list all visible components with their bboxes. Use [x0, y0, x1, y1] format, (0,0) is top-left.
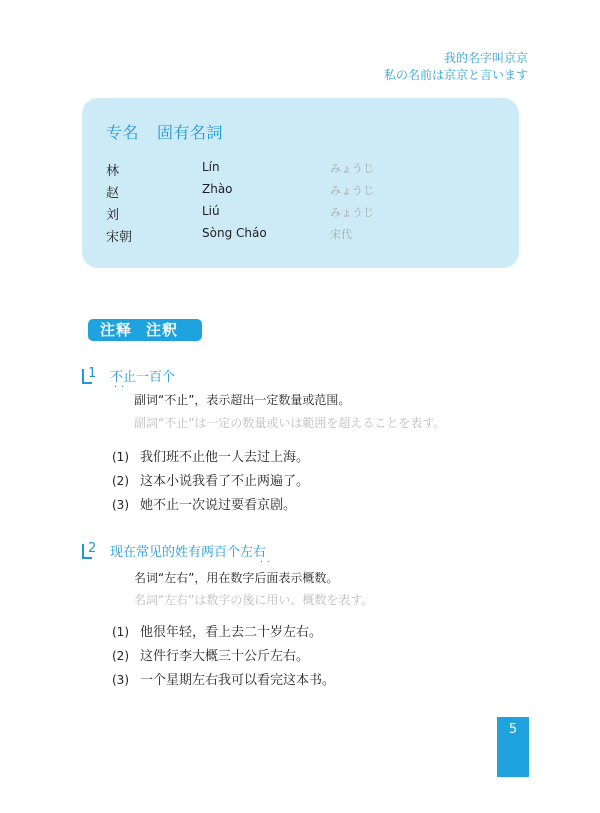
emphasis-dots: ·· — [114, 382, 129, 393]
vocab-pinyin: Lín — [202, 160, 220, 174]
vocab-jp: 宋代 — [330, 228, 352, 241]
chapter-title-jp: 私の名前は京京と言います — [383, 68, 528, 82]
chapter-title-cn: 我的名字叫京京 — [443, 51, 528, 65]
example-text: 这本小说我看了不止两遍了。 — [140, 474, 310, 489]
vocab-hanzi: 赵 — [106, 186, 120, 201]
proper-nouns-box — [82, 98, 519, 268]
vocab-pinyin: Zhào — [202, 182, 233, 196]
note-point-number: 1 — [88, 366, 97, 381]
vocab-hanzi: 宋朝 — [106, 230, 133, 245]
notes-banner — [88, 319, 202, 341]
proper-nouns-heading-cn: 专名 — [106, 123, 140, 142]
vocab-jp: みょうじ — [330, 184, 374, 197]
chapter-header — [384, 50, 528, 84]
vocab-hanzi: 林 — [106, 164, 120, 179]
vocab-pinyin: Sòng Cháo — [202, 226, 267, 240]
note-point-heading — [82, 366, 282, 393]
example-label: (1) — [112, 450, 129, 464]
vocab-jp: みょうじ — [330, 206, 374, 219]
page-number: 5 — [508, 722, 518, 737]
example-text: 这件行李大概三十公斤左右。 — [140, 649, 310, 664]
proper-nouns-heading-jp: 固有名詞 — [157, 123, 224, 142]
note-point-title: 现在常见的姓有两百个左右 — [110, 545, 267, 560]
example-text: 她不止一次说过要看京剧。 — [140, 498, 297, 513]
explanation-jp: 副詞“不止”は一定の数量或いは範囲を超えることを表す。 — [134, 416, 446, 430]
example-sentence — [112, 669, 335, 688]
explanation-jp: 名詞“左右”は数字の後に用い、概数を表す。 — [134, 593, 374, 607]
example-sentence — [112, 494, 296, 513]
example-label: (2) — [112, 649, 129, 663]
example-sentence — [112, 446, 309, 465]
page-number-tab — [497, 717, 529, 777]
example-text: 一个星期左右我可以看完这本书。 — [140, 673, 336, 688]
example-sentence — [112, 645, 309, 664]
notes-banner-cn: 注释 — [100, 321, 133, 339]
vocab-pinyin: Liú — [202, 204, 220, 218]
proper-nouns-heading — [106, 120, 241, 143]
example-sentence — [112, 470, 309, 489]
example-label: (2) — [112, 474, 129, 488]
notes-banner-jp: 注釈 — [146, 321, 179, 339]
note-point-heading — [82, 541, 342, 568]
note-point-title: 不止一百个 — [110, 370, 176, 385]
explanation-cn: 副词“不止”，表示超出一定数量或范围。 — [134, 393, 351, 407]
vocab-jp: みょうじ — [330, 162, 374, 175]
emphasis-dots: ·· — [260, 557, 275, 568]
example-sentence — [112, 621, 322, 640]
example-text: 我们班不止他一人去过上海。 — [140, 450, 310, 465]
example-label: (3) — [112, 673, 129, 687]
note-point-number: 2 — [88, 541, 97, 556]
explanation-cn: 名词“左右”，用在数字后面表示概数。 — [134, 571, 339, 585]
example-text: 他很年轻，看上去二十岁左右。 — [140, 625, 323, 640]
example-label: (3) — [112, 498, 129, 512]
example-label: (1) — [112, 625, 129, 639]
vocab-hanzi: 刘 — [106, 208, 120, 223]
